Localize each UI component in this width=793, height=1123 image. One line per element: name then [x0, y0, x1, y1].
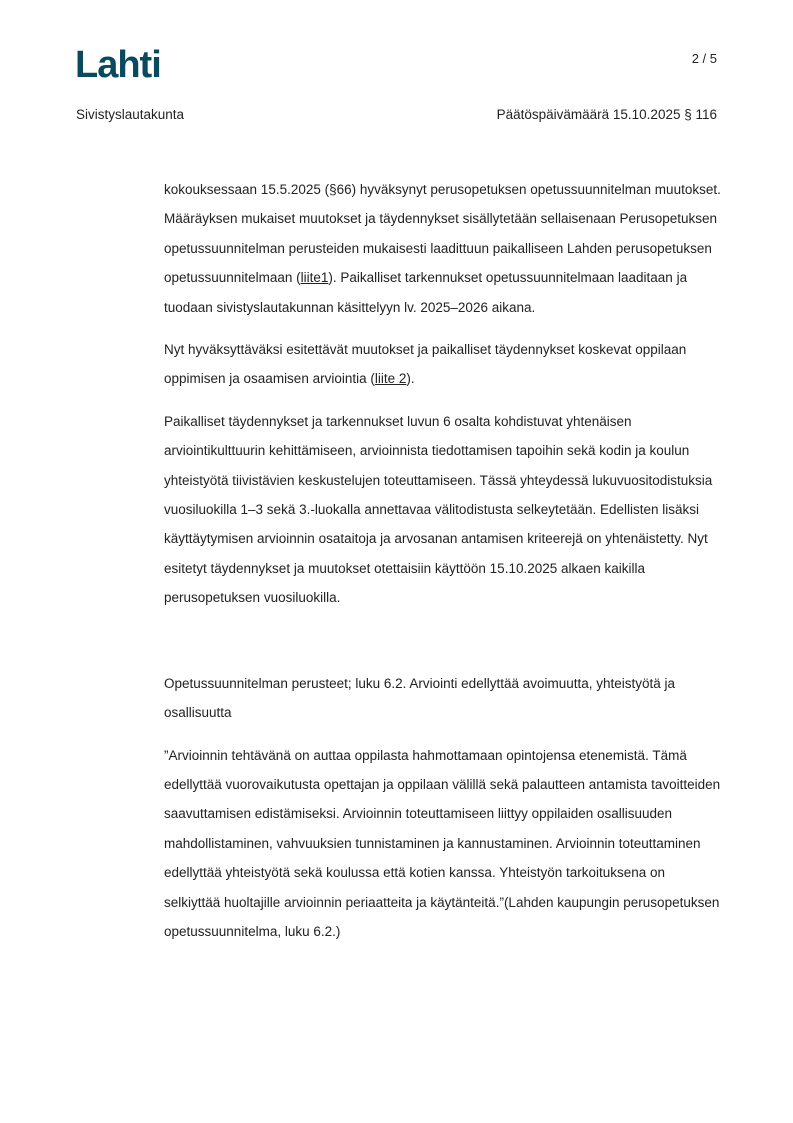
- paragraph-1: [164, 175, 724, 322]
- svg-text:Lahti: Lahti: [75, 46, 161, 82]
- paragraph-3: Paikalliset täydennykset ja tarkennukset luvun 6 osalta kohdistuvat yhtenäisen arviointikulttuurin kehittämiseen, arvioinnista tiedottamisen tapoihin sekä kodin ja koulun yhteistyötä tiivistävien keskustelujen toteuttamiseen. Tässä yhteydessä lukuvuositodistuksia vuosiluokilla 1–3 sekä 3.-luokalla annettavaa välitodistusta selkeytetään. Edellisten lisäksi käyttäytymisen arvioinnin osataitoja ja arvosanan antamisen kriteerejä on yhtenäistetty. Nyt esitetyt täydennykset ja muutokset otettaisiin käyttöön 15.10.2025 alkaen kaikilla perusopetuksen vuosiluokilla.: [164, 413, 713, 606]
- page-number: 2 / 5: [691, 51, 717, 66]
- decision-date-info: Päätöspäivämäärä 15.10.2025 § 116: [496, 107, 717, 122]
- document-body: [164, 175, 724, 959]
- section-heading: Opetussuunnitelman perusteet; luku 6.2. Arviointi edellyttää avoimuutta, yhteistyötä ja osallisuutta: [164, 675, 676, 721]
- paragraph-1-text: kokouksessaan 15.5.2025 (§66) hyväksynyt perusopetuksen opetussuunnitelman muutokset. Määräyksen mukaiset muutokset ja täydennykset sisällytetään sellaisenaan Perusopetuksen opetussuunnitelman perusteiden mukaisesti laadittuun paikalliseen Lahden perusopetuksen opetussuunnitelmaan (: [164, 182, 721, 286]
- lahti-logo: [75, 46, 167, 82]
- attachment-1-link[interactable]: liite1: [300, 270, 329, 286]
- paragraph-2-text-end: ).: [406, 371, 415, 387]
- quote-paragraph: ”Arvioinnin tehtävänä on auttaa oppilasta hahmottamaan opintojensa etenemistä. Tämä edellyttää vuorovaikutusta opettajan ja oppilaan välillä sekä palautteen antamista tavoitteiden saavuttamisen edistämiseksi. Arvioinnin toteuttamiseen liittyy oppilaiden osallisuuden mahdollistaminen, vahvuuksien tunnistaminen ja kannustaminen. Arvioinnin toteuttaminen edellyttää yhteistyötä sekä koulussa että kotien kanssa. Yhteistyön tarkoituksena on selkiyttää huoltajille arvioinnin periaatteita ja käytänteitä.”(Lahden kaupungin perusopetuksen opetussuunnitelma, luku 6.2.): [164, 747, 721, 939]
- organization-name: Sivistyslautakunta: [76, 107, 185, 122]
- attachment-2-link[interactable]: liite 2: [374, 371, 407, 387]
- paragraph-2-text: Nyt hyväksyttäväksi esitettävät muutokset ja paikalliset täydennykset koskevat oppilaan oppimisen ja osaamisen arviointia (: [164, 342, 687, 387]
- paragraph-2: [164, 335, 724, 394]
- paragraph-1-text-end: ). Paikalliset tarkennukset opetussuunnitelmaan laaditaan ja tuodaan sivistyslautakunnan käsittelyyn lv. 2025–2026 aikana.: [164, 270, 688, 315]
